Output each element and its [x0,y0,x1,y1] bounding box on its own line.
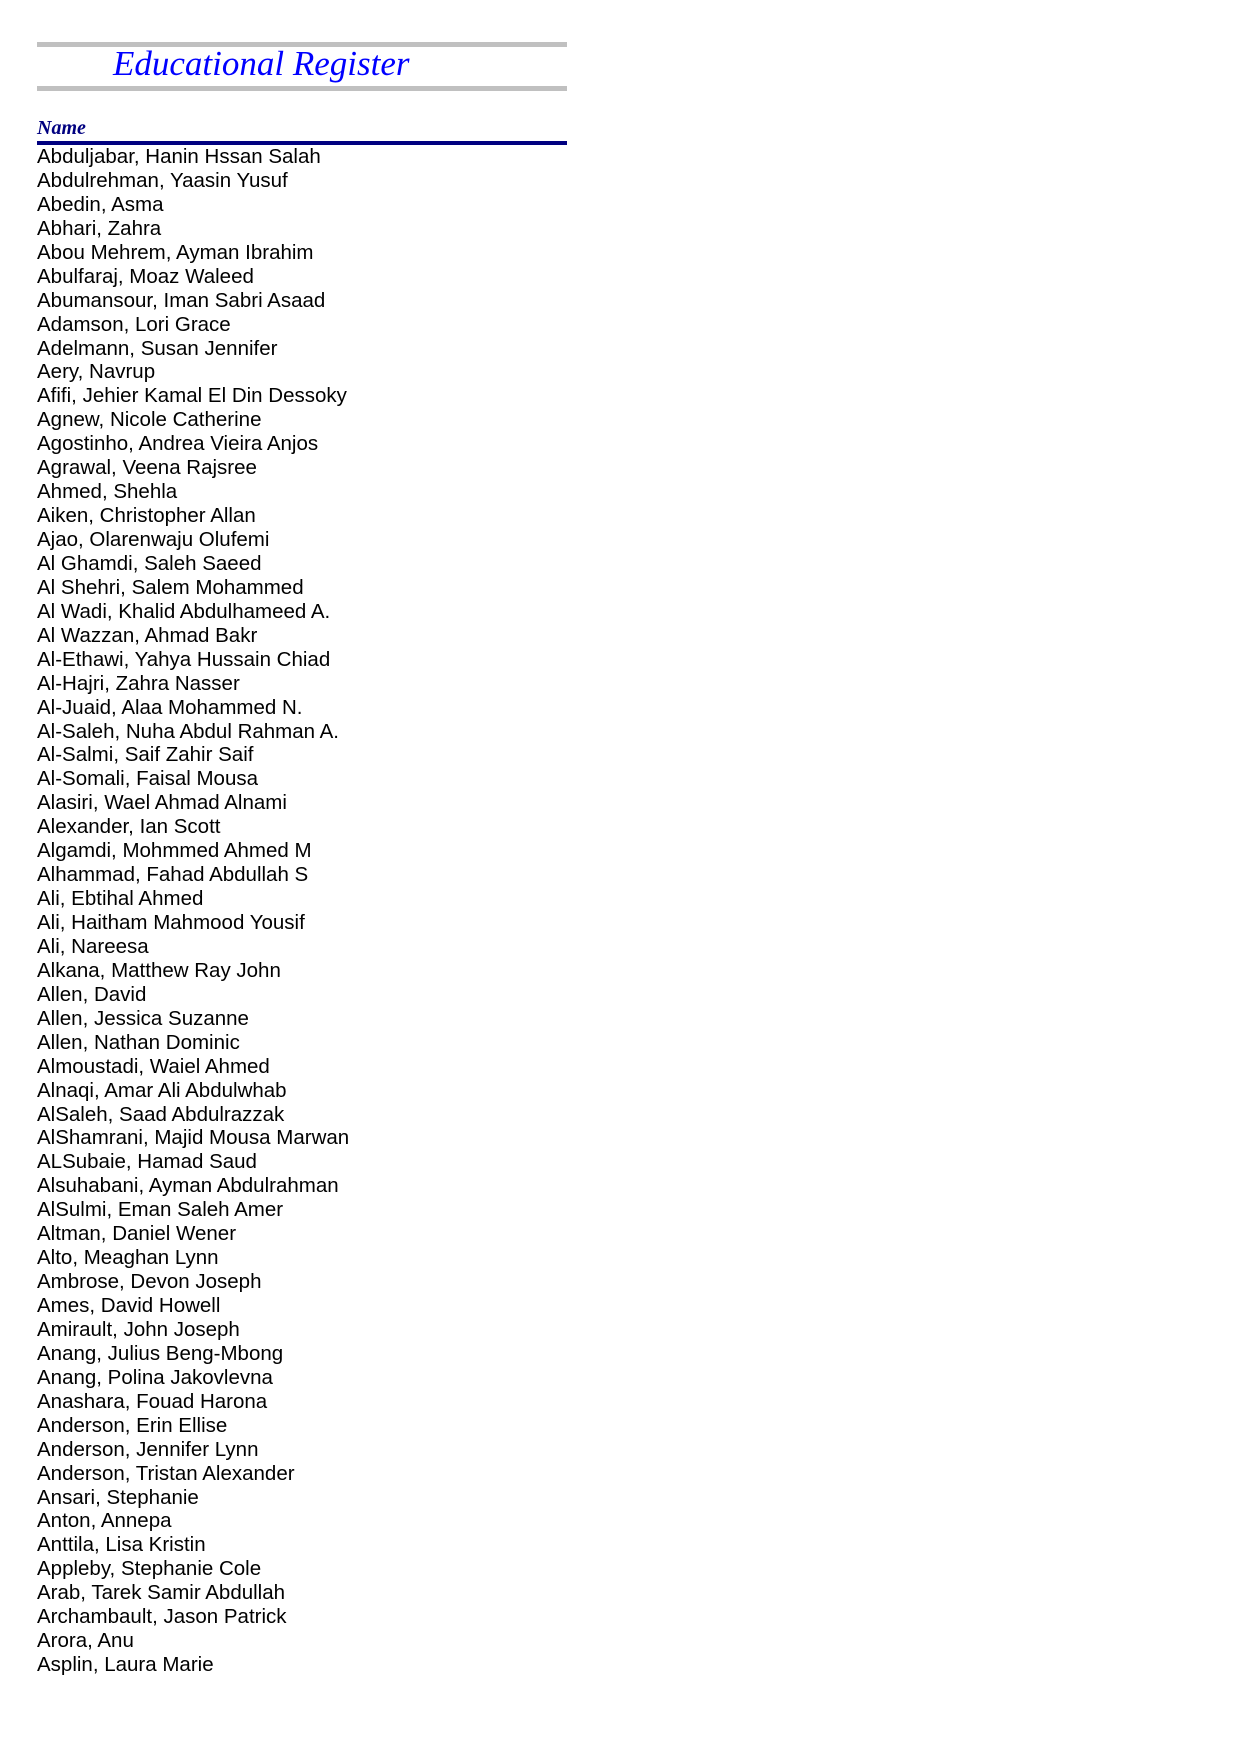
list-item: Anderson, Tristan Alexander [37,1461,295,1485]
list-item: Abhari, Zahra [37,216,162,240]
list-item: Ali, Nareesa [37,934,149,958]
list-item: Arora, Anu [37,1629,134,1653]
list-item: Anashara, Fouad Harona [37,1389,268,1413]
list-item: Al Wazzan, Ahmad Bakr [37,623,258,647]
list-item: Amirault, John Joseph [37,1317,240,1341]
name-list [37,145,349,1677]
list-item: Ahmed, Shehla [37,480,178,504]
list-item: Abumansour, Iman Sabri Asaad [37,288,326,312]
list-item: Ambrose, Devon Joseph [37,1270,262,1294]
list-item: AlSulmi, Eman Saleh Amer [37,1198,284,1222]
list-item: Allen, Nathan Dominic [37,1030,240,1054]
list-item: Ali, Ebtihal Ahmed [37,887,204,911]
list-item: Ansari, Stephanie [37,1485,199,1509]
list-item: Abdulrehman, Yaasin Yusuf [37,168,288,192]
list-item: AlShamrani, Majid Mousa Marwan [37,1126,350,1150]
list-item: Anton, Annepa [37,1509,172,1533]
list-item: Aiken, Christopher Allan [37,504,256,528]
list-item: Ames, David Howell [37,1294,221,1317]
list-item: Arab, Tarek Samir Abdullah [37,1581,286,1605]
list-item: Altman, Daniel Wener [37,1222,237,1246]
list-item: Anderson, Jennifer Lynn [37,1437,259,1461]
list-item: Al Shehri, Salem Mohammed [37,575,304,599]
column-header-name: Name [37,117,86,139]
list-item: Adelmann, Susan Jennifer [37,336,278,360]
list-item: Al Wadi, Khalid Abdulhameed A. [37,599,331,623]
list-item: Ali, Haitham Mahmood Yousif [37,911,305,934]
list-item: Afifi, Jehier Kamal El Din Dessoky [37,384,347,408]
list-item: Abduljabar, Hanin Hssan Salah [37,145,321,168]
list-item: Al-Hajri, Zahra Nasser [37,671,240,695]
list-item: Alto, Meaghan Lynn [37,1246,219,1270]
list-item: Agnew, Nicole Catherine [37,408,262,432]
list-item: Al-Saleh, Nuha Abdul Rahman A. [37,719,339,743]
list-item: Abou Mehrem, Ayman Ibrahim [37,240,314,264]
list-item: Alkana, Matthew Ray John [37,958,281,982]
list-item: Alasiri, Wael Ahmad Alnami [37,791,287,815]
list-item: Abulfaraj, Moaz Waleed [37,264,254,288]
header-bottom-divider [37,86,567,91]
page-title: Educational Register [113,44,410,83]
list-item: Adamson, Lori Grace [37,312,231,336]
list-item: Algamdi, Mohmmed Ahmed M [37,839,312,863]
list-item: Archambault, Jason Patrick [37,1605,287,1629]
list-item: Ajao, Olarenwaju Olufemi [37,528,270,551]
list-item: Almoustadi, Waiel Ahmed [37,1054,270,1078]
list-item: Alnaqi, Amar Ali Abdulwhab [37,1078,287,1102]
list-item: Anang, Polina Jakovlevna [37,1365,273,1389]
list-item: Agostinho, Andrea Vieira Anjos [37,432,319,456]
list-item: Anderson, Erin Ellise [37,1413,228,1437]
list-item: Aery, Navrup [37,360,156,384]
list-item: Al-Juaid, Alaa Mohammed N. [37,695,303,719]
list-item: Allen, Jessica Suzanne [37,1006,249,1030]
list-item: ALSubaie, Hamad Saud [37,1150,257,1174]
list-item: Alexander, Ian Scott [37,815,221,839]
list-item: Al-Somali, Faisal Mousa [37,767,259,791]
list-item: Anttila, Lisa Kristin [37,1533,206,1557]
list-item: Appleby, Stephanie Cole [37,1557,262,1581]
list-item: Al-Ethawi, Yahya Hussain Chiad [37,647,331,671]
list-item: Anang, Julius Beng-Mbong [37,1341,284,1365]
list-item: AlSaleh, Saad Abdulrazzak [37,1102,285,1126]
list-item: Alsuhabani, Ayman Abdulrahman [37,1174,339,1198]
list-item: Agrawal, Veena Rajsree [37,456,257,480]
list-item: Alhammad, Fahad Abdullah S [37,863,309,887]
list-item: Al-Salmi, Saif Zahir Saif [37,743,254,767]
list-item: Asplin, Laura Marie [37,1653,214,1677]
list-item: Abedin, Asma [37,192,164,216]
list-item: Al Ghamdi, Saleh Saeed [37,551,262,575]
list-item: Allen, David [37,982,147,1006]
